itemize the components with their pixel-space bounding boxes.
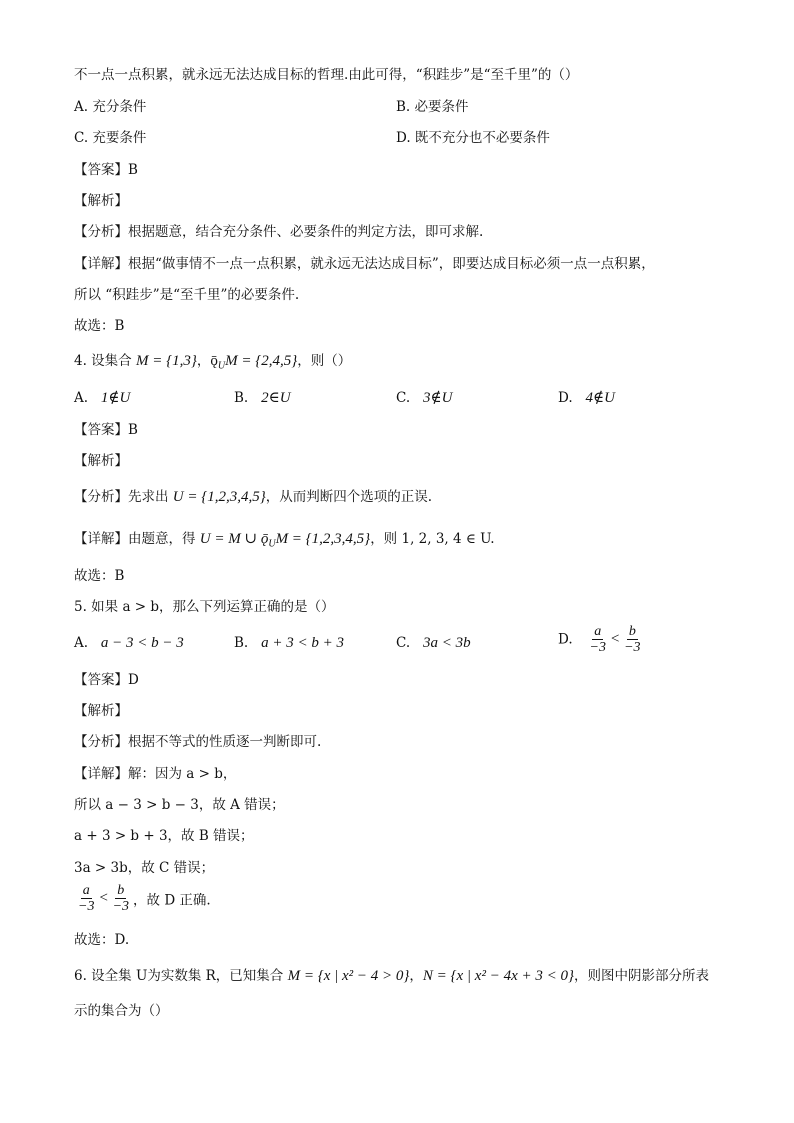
q4-option-a[interactable] [74, 388, 130, 408]
q6-stem-prefix: 6. 设全集 U为实数集 R，已知集合 [74, 968, 288, 984]
q5-jiexi-heading: 【解析】 [74, 703, 128, 719]
q5-option-d-fraction-a [588, 624, 608, 655]
q4-option-a-label: A. [74, 390, 89, 406]
q3-answer: 【答案】B [74, 162, 138, 178]
q4-analysis-suffix: ，从而判断四个选项的正误. [265, 489, 433, 505]
q4-detail-suffix: ，则 1, 2, 3, 4 ∈ U. [370, 531, 495, 547]
q4-option-c[interactable] [396, 388, 452, 408]
q5-option-a-label: A. [74, 635, 89, 651]
q4-detail-prefix: 【详解】由题意，得 [74, 531, 200, 547]
q4-detail-math-2: M = {1,2,3,4,5} [275, 531, 371, 547]
q5-detail-denominator-a: −3 [78, 899, 95, 914]
q5-detail-denominator-b: −3 [112, 899, 130, 914]
q5-detail-numerator-b: b [117, 883, 125, 898]
q5-detail-fraction-b [111, 883, 131, 914]
q4-detail [74, 529, 495, 555]
q4-stem-set-m: M = {1,3} [135, 353, 197, 369]
q4-analysis-math: U = {1,2,3,4,5} [172, 489, 266, 505]
q5-answer: 【答案】D [74, 672, 139, 688]
q4-stem [74, 351, 351, 377]
q5-detail-line-b: a + 3 > b + 3，故 B 错误； [74, 828, 254, 844]
q3-option-a[interactable]: A. 充分条件 [74, 99, 147, 115]
q5-detail: 【详解】解：因为 a > b， [74, 766, 237, 782]
q4-stem-separator: ， [196, 353, 211, 369]
q5-option-c[interactable] [396, 633, 471, 653]
q3-option-b[interactable]: B. 必要条件 [396, 99, 469, 115]
q5-detail-fraction-a [76, 883, 96, 914]
q5-detail-line-d [74, 883, 211, 914]
q4-option-c-label: C. [396, 390, 411, 406]
q4-option-d-label: D. [558, 390, 573, 406]
q3-detail-line-1: 【详解】根据“做事情不一点一点积累，就永远无法达成目标”，即要达成目标必须一点一点积累， [74, 256, 655, 272]
q4-conclusion: 故选：B [74, 568, 125, 584]
q5-detail-line-a: 所以 a − 3 > b − 3，故 A 错误； [74, 797, 285, 813]
q4-option-b-label: B. [234, 390, 249, 406]
q4-analysis-prefix: 【分析】先求出 [74, 489, 173, 505]
q5-analysis: 【分析】根据不等式的性质逐一判断即可. [74, 734, 322, 750]
q5-option-d-label: D. [558, 631, 573, 648]
q5-option-c-label: C. [396, 635, 411, 651]
q5-option-d-numerator-a: a [594, 624, 602, 639]
q5-option-d-numerator-b: b [628, 624, 636, 639]
q4-option-a-math: 1∉U [100, 390, 131, 406]
q4-option-b[interactable] [234, 388, 291, 408]
q4-option-b-math: 2∈U [261, 390, 291, 406]
q6-set-m: M = {x | x² − 4 > 0} [287, 968, 410, 984]
q3-stem: 不一点一点积累，就永远无法达成目标的哲理.由此可得，“积跬步”是“至千里”的（） [74, 67, 579, 83]
q3-detail-line-2: 所以 “积跬步”是“至千里”的必要条件. [74, 287, 300, 303]
q4-stem-complement-m: M = {2,4,5} [225, 353, 298, 369]
q4-option-c-math: 3∉U [423, 390, 453, 406]
q4-jiexi-heading: 【解析】 [74, 453, 128, 469]
q6-stem-suffix: ，则图中阴影部分所表 [573, 968, 709, 984]
q5-option-c-math: 3a < 3b [423, 635, 471, 651]
q4-answer: 【答案】B [74, 422, 138, 438]
q4-stem-suffix: ，则（） [297, 353, 352, 369]
q6-stem-line-1 [74, 966, 709, 986]
q4-complement-symbol: ǭ [210, 353, 218, 369]
q5-option-d-denominator-a: −3 [589, 640, 606, 655]
q3-analysis: 【分析】根据题意，结合充分条件、必要条件的判定方法，即可求解. [74, 224, 484, 240]
q5-stem: 5. 如果 a > b，那么下列运算正确的是（） [74, 599, 335, 615]
q6-set-n: N = {x | x² − 4x + 3 < 0} [422, 968, 574, 984]
q5-option-b[interactable] [234, 633, 344, 653]
q4-stem-prefix: 4. 设集合 [74, 353, 136, 369]
q5-detail-numerator-a: a [82, 883, 90, 898]
q6-stem-line-2: 示的集合为（） [74, 1003, 169, 1019]
q5-option-d-fraction-b [622, 624, 642, 655]
q5-detail-line-d-suffix: ，故 D 正确. [133, 892, 211, 909]
q5-option-a-math: a − 3 < b − 3 [100, 635, 184, 651]
q6-stem-separator: ， [409, 968, 423, 984]
q4-analysis [74, 487, 432, 507]
q5-option-b-label: B. [234, 635, 249, 651]
q5-conclusion: 故选：D. [74, 932, 130, 948]
q5-option-a[interactable] [74, 633, 184, 653]
q5-detail-line-c: 3a > 3b，故 C 错误； [74, 860, 215, 876]
q5-option-d-denominator-b: −3 [624, 640, 641, 655]
q3-jiexi-heading: 【解析】 [74, 193, 128, 209]
q3-option-d[interactable]: D. 既不充分也不必要条件 [396, 130, 550, 146]
q4-option-d[interactable] [558, 388, 615, 408]
q3-option-c[interactable]: C. 充要条件 [74, 130, 147, 146]
q5-option-d-less-than: < [609, 631, 621, 647]
q4-complement-subscript: U [217, 360, 226, 372]
q5-detail-less-than: < [98, 890, 109, 906]
q4-detail-subscript: U [268, 538, 276, 550]
q5-option-b-math: a + 3 < b + 3 [261, 635, 344, 651]
q4-option-d-math: 4∉U [585, 390, 615, 406]
q3-conclusion: 故选：B [74, 318, 125, 334]
q5-option-d[interactable] [558, 624, 645, 655]
q4-detail-math: U = M ∪ ǭ [199, 531, 269, 547]
